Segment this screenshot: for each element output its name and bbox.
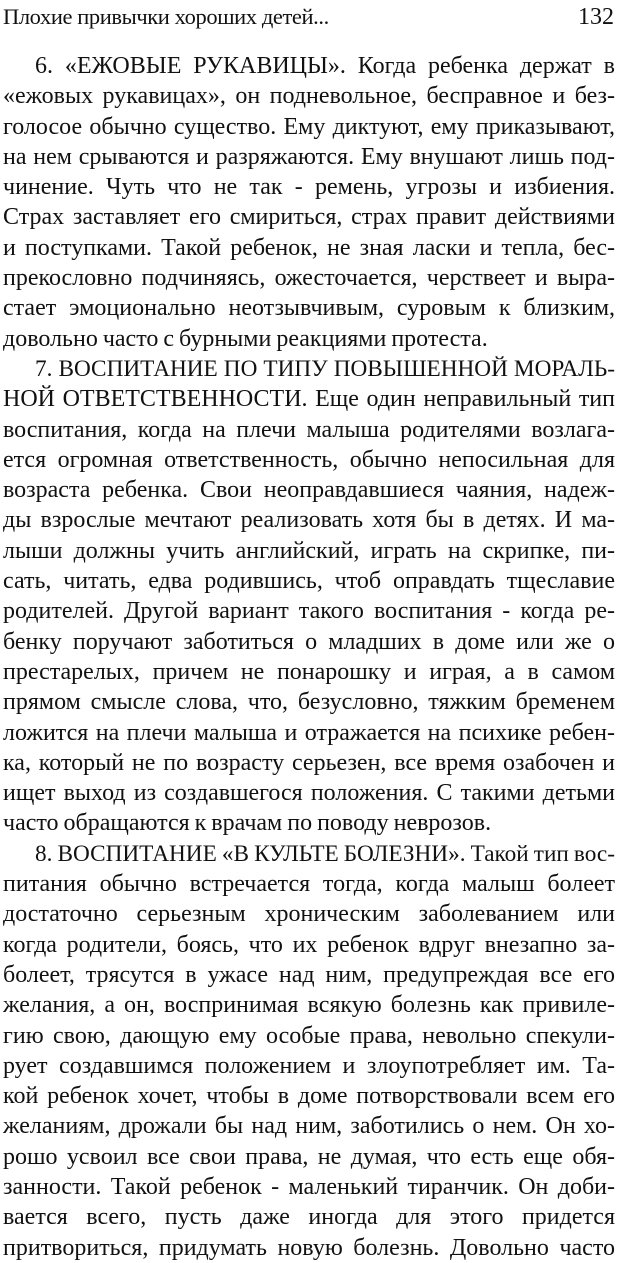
- text-line: воспитания, когда на плечи малыша родителями возлага-: [3, 416, 615, 443]
- text-line: желания, а он, воспринимая всякую болезнь как привиле-: [3, 992, 615, 1019]
- text-line: ется огромная ответственность, обычно непосильная для: [3, 446, 615, 473]
- text-line: питания обычно встречается тогда, когда малыш болеет: [3, 871, 615, 898]
- text-line: родителей. Другой вариант такого воспитания - когда ре-: [3, 598, 615, 625]
- text-line: Страх заставляет его смириться, страх правит действиями: [3, 204, 615, 231]
- text-line: сать, читать, едва родившись, чтоб оправдать тщеславие: [3, 568, 615, 595]
- text-line: болеет, трясутся в ужасе над ним, предупреждая все его: [3, 961, 615, 988]
- text-line: достаточно серьезным хроническим заболеванием или: [3, 901, 615, 928]
- text-line: притвориться, придумать новую болезнь. Довольно часто: [3, 1234, 615, 1261]
- text-line: и поступками. Такой ребенок, не зная ласки и тепла, бес-: [3, 234, 615, 261]
- text-line: кой ребенок хочет, чтобы в доме потворствовали всем его: [3, 1083, 615, 1110]
- text-line: желаниям, дрожали бы над ним, заботились о нем. Он хо-: [3, 1113, 615, 1140]
- text-line: 8. ВОСПИТАНИЕ «В КУЛЬТЕ БОЛЕЗНИ». Такой тип вос-: [35, 840, 615, 867]
- text-line: довольно часто с бурными реакциями протеста.: [3, 325, 488, 352]
- text-line: занности. Такой ребенок - маленький тиранчик. Он доби-: [3, 1173, 615, 1200]
- text-line: НОЙ ОТВЕТСТВЕННОСТИ. Еще один неправильный тип: [3, 386, 615, 413]
- text-line: прямом смысле слова, что, безусловно, тяжким бременем: [3, 689, 615, 716]
- text-line: 7. ВОСПИТАНИЕ ПО ТИПУ ПОВЫШЕННОЙ МОРАЛЬ-: [35, 355, 615, 382]
- text-line: часто обращаются к врачам по поводу неврозов.: [3, 810, 492, 837]
- text-line: на нем срываются и разряжаются. Ему внушают лишь под-: [3, 143, 615, 170]
- text-line: когда родители, боясь, что их ребенок вдруг внезапно за-: [3, 931, 615, 958]
- text-line: гию свою, дающую ему особые права, невольно спекули-: [3, 1022, 615, 1049]
- page-number: 132: [578, 4, 614, 30]
- text-line: лыши должны учить английский, играть на скрипке, пи-: [3, 537, 615, 564]
- text-line: голосое обычно существо. Ему диктуют, ему приказывают,: [3, 113, 615, 140]
- body-text: [3, 51, 615, 1263]
- text-line: вается всего, пусть даже иногда для этого придется: [3, 1204, 615, 1231]
- running-title: Плохие привычки хороших детей...: [3, 4, 329, 29]
- text-line: «ежовых рукавицах», он подневольное, бесправное и без-: [3, 83, 615, 110]
- text-line: ды взрослые мечтают реализовать хотя бы в детях. И ма-: [3, 507, 615, 534]
- text-line: 6. «ЕЖОВЫЕ РУКАВИЦЫ». Когда ребенка держат в: [35, 53, 615, 79]
- paragraph: [3, 51, 615, 354]
- text-line: возраста ребенка. Свои неоправдавшиеся чаяния, надеж-: [3, 477, 615, 504]
- text-line: ка, который не по возрасту серьезен, все время озабочен и: [3, 749, 615, 776]
- text-line: ищет выход из создавшегося положения. С такими детьми: [3, 780, 615, 807]
- text-line: ложится на плечи малыша и отражается на психике ребен-: [3, 719, 615, 746]
- paragraph: [3, 354, 615, 839]
- text-line: рошо усвоил все свои права, не думая, что есть еще обя-: [3, 1143, 615, 1170]
- text-line: чинение. Чуть что не так - ремень, угрозы и избиения.: [3, 174, 615, 201]
- text-line: бенку поручают заботиться о младших в доме или же о: [3, 628, 615, 655]
- text-line: престарелых, причем не понарошку и играя, а в самом: [3, 658, 615, 685]
- text-line: рует создавшимся положением и злоупотребляет им. Та-: [3, 1052, 615, 1079]
- text-line: стает эмоционально неотзывчивым, суровым к близким,: [3, 295, 615, 322]
- page-header: [3, 2, 614, 34]
- paragraph: [3, 839, 615, 1263]
- text-line: прекословно подчиняясь, ожесточается, черствеет и выра-: [3, 265, 615, 292]
